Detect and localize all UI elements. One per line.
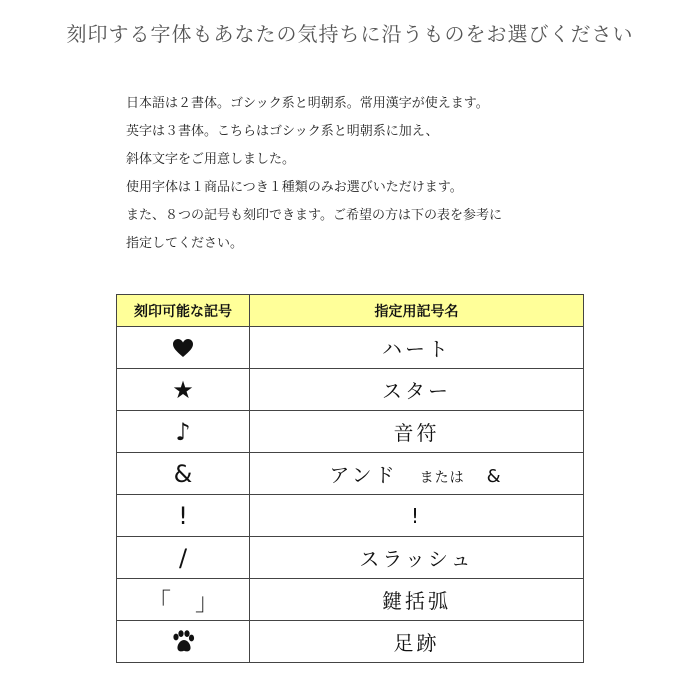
intro-line: 斜体文字をご用意しました。: [126, 152, 296, 167]
symbol-name: 鍵括弧: [250, 579, 584, 621]
symbol-cell: [117, 369, 250, 411]
intro-line: 使用字体は１商品につき１種類のみお選びいただけます。: [126, 180, 463, 195]
symbol-name: 足跡: [250, 621, 584, 663]
table-row: [117, 537, 584, 579]
table-row: [117, 327, 584, 369]
symbol-cell: [117, 327, 250, 369]
table-row: [117, 453, 584, 495]
star-icon: ★: [172, 375, 194, 404]
intro-line: また、８つの記号も刻印できます。ご希望の方は下の表を参考に: [126, 208, 502, 223]
table-row: [117, 621, 584, 663]
heart-icon: [117, 338, 249, 358]
table-header-row: [117, 295, 584, 327]
symbol-cell: [117, 621, 250, 663]
paw-print-icon: [117, 630, 249, 654]
symbol-name: スター: [250, 369, 584, 411]
symbol-name: !: [250, 495, 584, 537]
symbol-cell: [117, 495, 250, 537]
table-row: [117, 411, 584, 453]
intro-line: 英字は３書体。こちらはゴシック系と明朝系に加え、: [126, 124, 439, 139]
symbol-cell: [117, 453, 250, 495]
intro-line: 指定してください。: [126, 236, 244, 251]
page-title: 刻印する字体もあなたの気持ちに沿うものをお選びください: [66, 22, 634, 46]
symbol-cell: [117, 579, 250, 621]
symbol-name-alt-symbol: &: [486, 466, 504, 487]
intro-text: [126, 90, 502, 258]
symbol-name: スラッシュ: [250, 537, 584, 579]
symbol-name-alt-text: または: [419, 470, 465, 486]
ampersand-symbol: &: [173, 459, 193, 488]
table-row: [117, 495, 584, 537]
exclamation-symbol: !: [178, 501, 188, 530]
slash-symbol: /: [178, 543, 188, 572]
intro-line: 日本語は２書体。ゴシック系と明朝系。常用漢字が使えます。: [126, 96, 489, 111]
symbol-table: [116, 294, 584, 663]
symbol-name-cell: [250, 453, 584, 495]
header-symbol: 刻印可能な記号: [117, 295, 250, 327]
symbol-name: ハート: [250, 327, 584, 369]
table-row: [117, 369, 584, 411]
corner-brackets-symbol: 「 」: [147, 588, 219, 616]
header-name: 指定用記号名: [250, 295, 584, 327]
symbol-cell: [117, 537, 250, 579]
symbol-name: アンド: [329, 463, 398, 487]
symbol-cell: [117, 411, 250, 453]
music-note-icon: ♪: [175, 417, 191, 446]
table-row: [117, 579, 584, 621]
symbol-name: 音符: [250, 411, 584, 453]
